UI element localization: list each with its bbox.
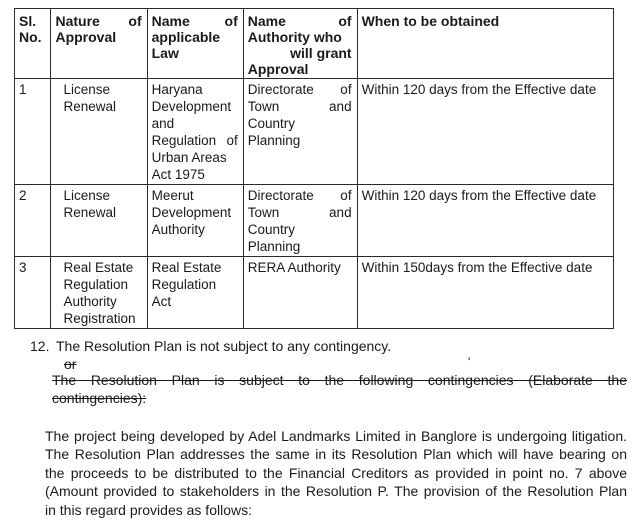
table-row <box>15 257 614 329</box>
cell-sl: 3 <box>15 257 51 329</box>
cell-authority: Directorate of Town and Country Planning <box>243 79 357 185</box>
point-number: 12. <box>30 338 50 354</box>
struck-or: or <box>64 356 77 372</box>
cell-authority: RERA Authority <box>243 257 357 329</box>
cell-nature: License Renewal <box>51 185 147 257</box>
header-nature-of-approval: Nature of Approval <box>51 9 147 79</box>
header-when-obtained: When to be obtained <box>357 9 613 79</box>
paragraph-line: in this regard provides as follows: <box>45 501 252 518</box>
cell-when: Within 120 days from the Effective date <box>357 185 613 257</box>
cell-when: Within 120 days from the Effective date <box>357 79 613 185</box>
cell-law: Haryana Development and Regulation of Urban Areas Act 1975 <box>147 79 243 185</box>
paragraph-line: the proceeds to be distributed to the Financial Creditors as provided in point no. 7 above <box>45 464 627 481</box>
cell-sl: 1 <box>15 79 51 185</box>
table-header-row <box>15 9 614 79</box>
cell-when: Within 150days from the Effective date <box>357 257 613 329</box>
struck-line-1: The Resolution Plan is subject to the following contingencies (Elaborate the <box>52 372 627 388</box>
header-sl-no: Sl. No. <box>15 9 51 79</box>
table-row <box>15 185 614 257</box>
struck-line-2: contingencies): <box>52 390 147 406</box>
cell-law: Real Estate Regulation Act <box>147 257 243 329</box>
point-12 <box>30 337 620 355</box>
paragraph-line: The project being developed by Adel Landmarks Limited in Banglore is undergoing litigation. <box>45 428 627 444</box>
approvals-table <box>14 8 614 329</box>
cell-sl: 2 <box>15 185 51 257</box>
table-row <box>15 79 614 185</box>
point-text: The Resolution Plan is not subject to any contingency. <box>56 338 392 354</box>
header-authority: Name of Authority who will grant Approval <box>243 9 357 79</box>
paragraph-line: (Amount provided to stakeholders in the Resolution P. The provision of the Resolution Plan <box>45 483 627 500</box>
cell-law: Meerut Development Authority <box>147 185 243 257</box>
cell-nature: Real Estate Regulation Authority Registration <box>51 257 147 329</box>
cell-authority: Directorate of Town and Country Planning <box>243 185 357 257</box>
paragraph-line: The Resolution Plan addresses the same in its Resolution Plan which will have bearing on <box>45 446 627 463</box>
cell-nature: License Renewal <box>51 79 147 185</box>
body-paragraph <box>45 427 627 519</box>
tick-mark: ' <box>468 355 471 369</box>
header-applicable-law: Name of applicable Law <box>147 9 243 79</box>
